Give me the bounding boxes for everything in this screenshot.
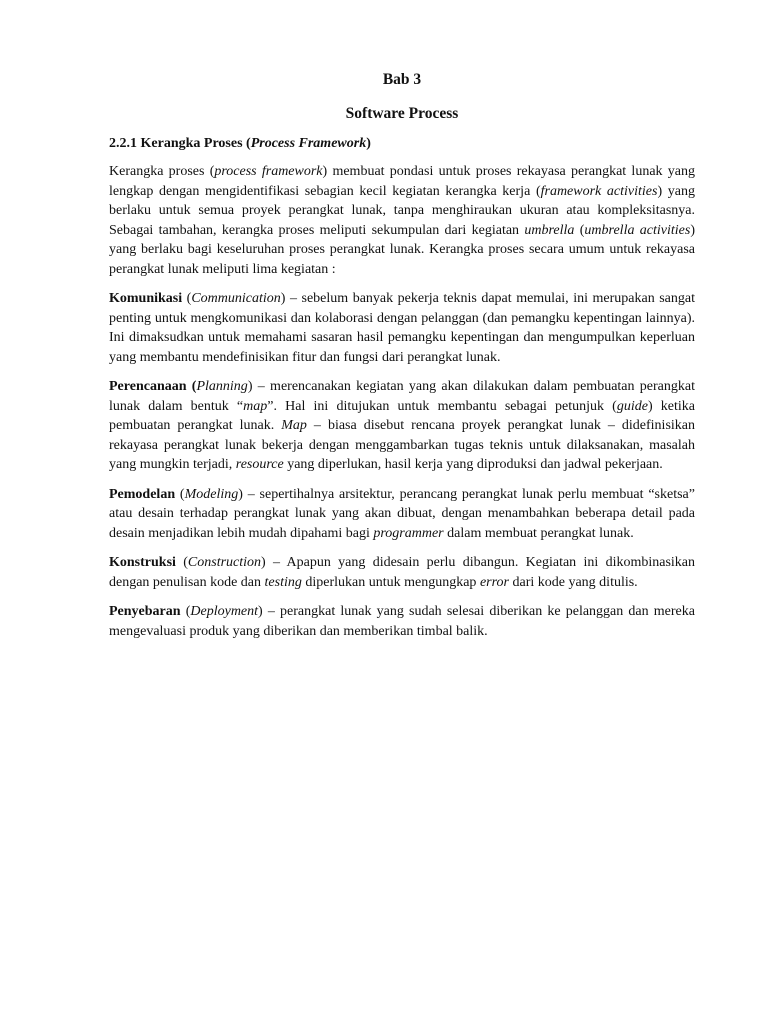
italic-term: error bbox=[479, 574, 509, 590]
text-run: ”. Hal ini ditujukan untuk membantu sebagai petunjuk ( bbox=[267, 398, 617, 414]
intro-paragraph bbox=[109, 162, 695, 279]
text-run: dalam membuat perangkat lunak. bbox=[443, 525, 634, 541]
activity-term: Pemodelan bbox=[109, 486, 176, 502]
italic-term: Communication bbox=[191, 291, 281, 306]
activity-konstruksi bbox=[109, 553, 695, 592]
italic-term: process framework bbox=[214, 164, 323, 179]
section-label-close: ) bbox=[366, 136, 371, 151]
italic-term: resource bbox=[235, 457, 284, 472]
text-run: ) – merencanakan kegiatan yang akan dilakukan dalam pembuatan perangkat lunak dalam bentuk “ bbox=[109, 379, 695, 414]
text-run: ) membuat pondasi untuk proses rekayasa perangkat lunak yang lengkap dengan mengidentifikasi sebagian kecil kegiatan kerangka kerja ( bbox=[109, 164, 695, 199]
activity-penyebaran bbox=[109, 602, 695, 641]
page-title: Software Process bbox=[345, 105, 459, 122]
text-run: ) – sebelum banyak pekerja teknis dapat memulai, ini merupakan sangat penting untuk mengkomunikasi dan kolaborasi dengan pelanggan (dan pemangku kepentingan lainnya). Ini dimaksudkan untuk memahami sasaran hasil pemangku kepentingan dan mengumpulkan keperluan yang membantu mendefinisikan fitur dan fungsi dari perangkat lunak. bbox=[109, 291, 696, 365]
section-label-italic: Process Framework bbox=[250, 136, 367, 151]
activity-term: Penyebaran bbox=[109, 604, 181, 619]
italic-term: Planning bbox=[196, 379, 248, 394]
text-run: ) yang berlaku bagi keseluruhan proses perangkat lunak. Kerangka proses secara umum untuk rekayasa perangkat lunak meliputi lima kegiatan : bbox=[109, 222, 695, 277]
text-run: ) – Apapun yang didesain perlu dibangun. Kegiatan ini dikombinasikan dengan penulisan kode dan bbox=[109, 555, 695, 590]
activity-perencanaan bbox=[109, 377, 695, 475]
italic-term: framework activities bbox=[540, 183, 658, 199]
text-run: ( bbox=[180, 604, 191, 619]
italic-term: Construction bbox=[187, 555, 262, 570]
italic-term: Deployment bbox=[190, 604, 259, 619]
activity-komunikasi bbox=[109, 289, 695, 367]
text-run: ( bbox=[175, 555, 188, 570]
activity-pemodelan bbox=[109, 485, 695, 544]
italic-term: guide bbox=[616, 398, 648, 414]
text-run: ) ketika pembuatan perangkat lunak. bbox=[109, 398, 695, 433]
text-run: dari kode yang ditulis. bbox=[508, 574, 638, 590]
italic-term: umbrella activities bbox=[584, 222, 691, 238]
italic-term: umbrella bbox=[524, 222, 575, 238]
text-run: ) – sepertihalnya arsitektur, perancang perangkat lunak perlu membuat “sketsa” atau desain terhadap perangkat lunak yang akan dibuat, dengan menambahkan beberapa detail pada desain menjadikan lebih mudah dipahami bagi bbox=[109, 486, 695, 541]
italic-term: map bbox=[243, 398, 268, 414]
text-run: ) – perangkat lunak yang sudah selesai diberikan ke pelanggan dan mereka mengevaluasi produk yang diberikan dan memberikan timbal balik. bbox=[109, 604, 695, 639]
chapter-heading: Bab 3 bbox=[382, 71, 422, 88]
section-number: 2.2.1 bbox=[109, 136, 137, 151]
section-heading bbox=[109, 134, 695, 153]
activity-term: Komunikasi bbox=[109, 291, 183, 306]
activity-term: Konstruksi bbox=[109, 555, 176, 570]
text-run: ( bbox=[574, 222, 585, 238]
italic-term: Modeling bbox=[184, 486, 239, 502]
text-run: Kerangka proses ( bbox=[109, 164, 215, 179]
section-label: Kerangka Proses ( bbox=[140, 136, 251, 151]
italic-term: programmer bbox=[373, 525, 444, 541]
text-run: – biasa disebut rencana proyek perangkat lunak – didefinisikan rekayasa perangkat lunak bekerja dengan menggambarkan tugas teknis untuk dilaksanakan, masalah yang mungkin terjadi, bbox=[109, 418, 695, 472]
text-run: yang diperlukan, hasil kerja yang diproduksi dan jadwal pekerjaan. bbox=[283, 457, 663, 472]
text-run: diperlukan untuk mengungkap bbox=[301, 574, 480, 590]
document-body bbox=[109, 70, 695, 641]
text-run: ( bbox=[175, 486, 185, 502]
italic-term: testing bbox=[264, 574, 302, 590]
italic-term: Map bbox=[281, 418, 307, 433]
activity-term: Perencanaan ( bbox=[109, 379, 197, 394]
text-run: ) yang berlaku untuk semua proyek perangkat lunak, tanpa menghiraukan ukuran atau kompleksitasnya. Sebagai tambahan, kerangka proses meliputi sekumpulan dari kegiatan bbox=[109, 183, 695, 238]
text-run: ( bbox=[182, 291, 192, 306]
